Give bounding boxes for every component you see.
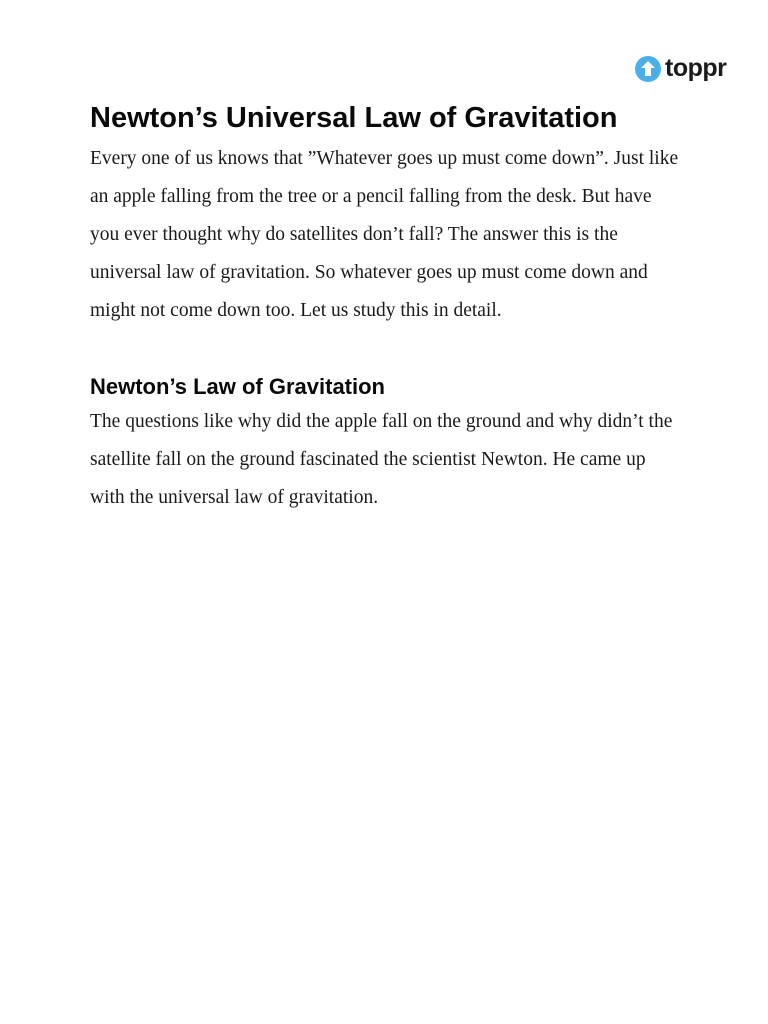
page-title: Newton’s Universal Law of Gravitation (90, 102, 618, 134)
up-arrow-circle-icon (634, 55, 662, 83)
document-body (90, 96, 680, 517)
brand-name: toppr (665, 53, 727, 82)
section-paragraph: The questions like why did the apple fall on the ground and why didn’t the satellite fall on the ground fascinated the scientist Newton. He came up with the universal law of gravitation. (90, 411, 673, 508)
intro-paragraph: Every one of us knows that ”Whatever goes up must come down”. Just like an apple falling from the tree or a pencil falling from the desk. But have you ever thought why do satellites don’t fall? The answer this is the universal law of gravitation. So whatever goes up must come down and might not come down too. Let us study this in detail. (90, 148, 679, 321)
section-heading: Newton’s Law of Gravitation (90, 374, 385, 399)
toppr-logo (634, 55, 726, 83)
